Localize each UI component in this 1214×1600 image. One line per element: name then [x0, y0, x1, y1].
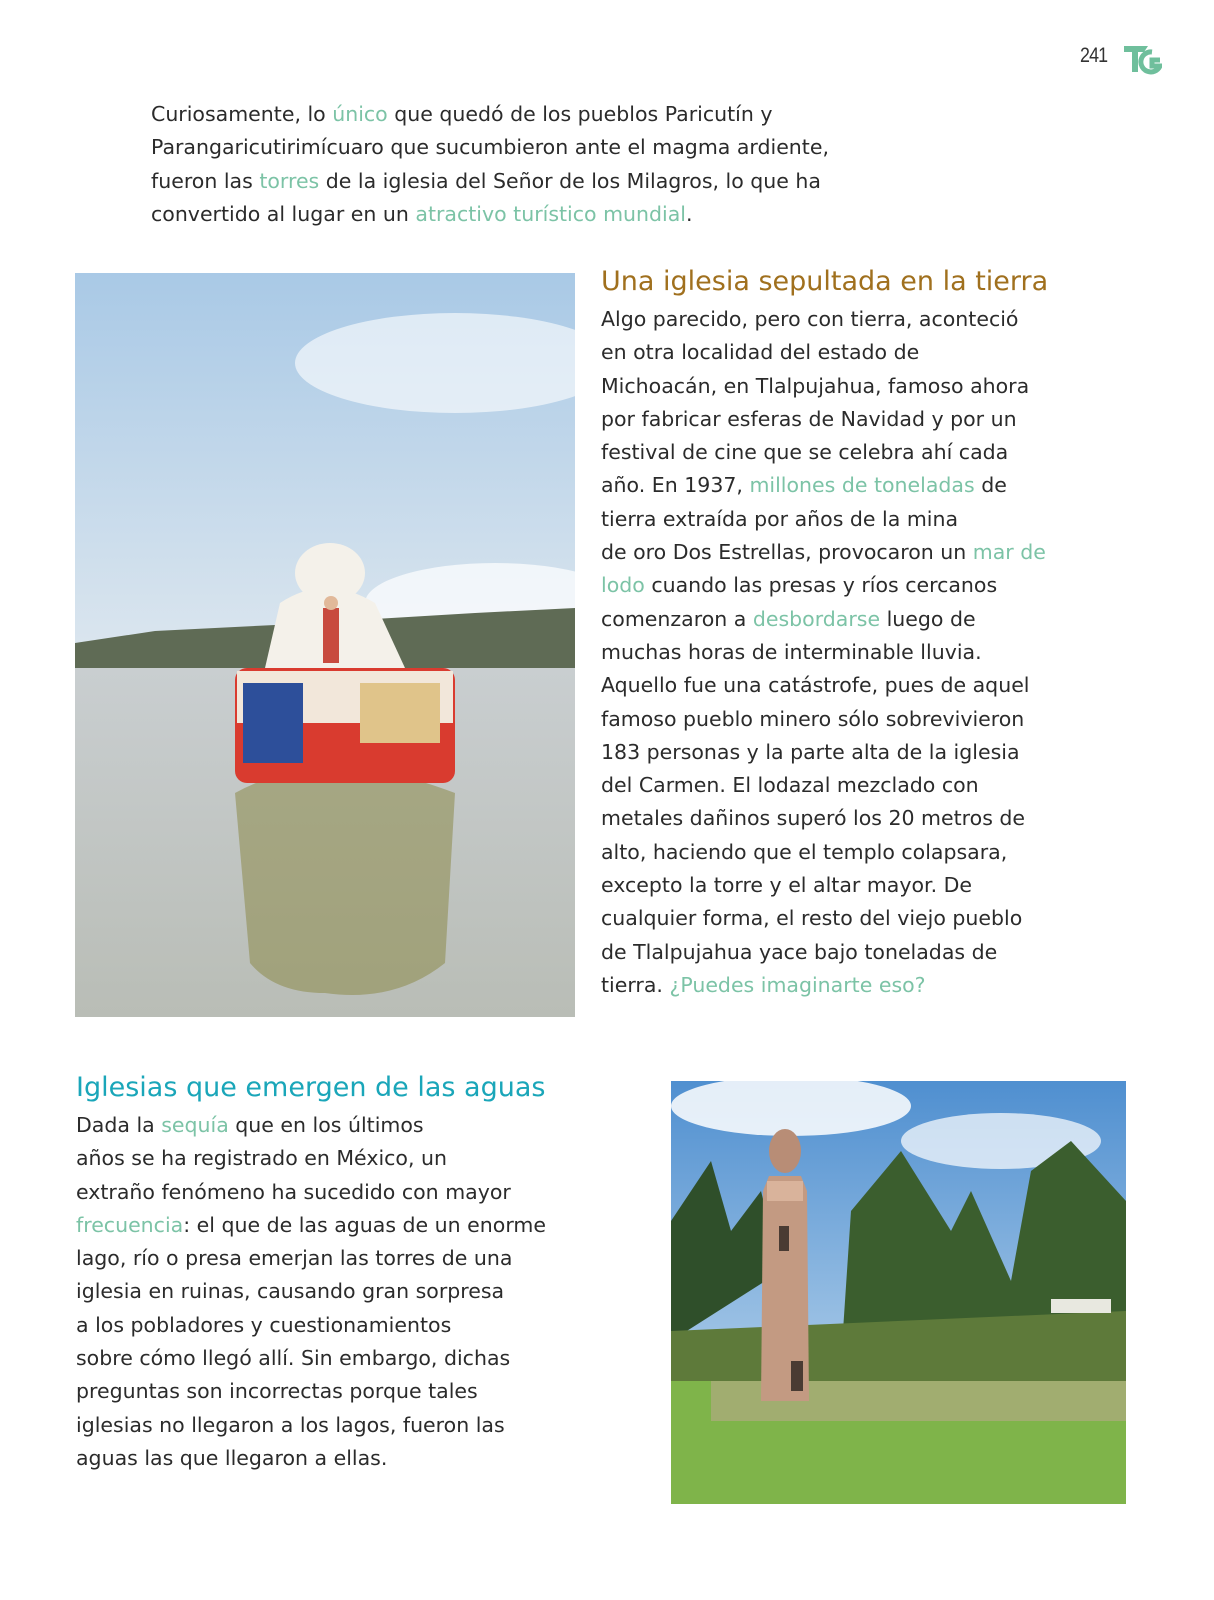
- text-segment: de: [974, 473, 1007, 498]
- text-line: [601, 736, 1046, 769]
- text-line: [76, 1309, 546, 1342]
- text-line: [601, 469, 1046, 502]
- text-segment: Parangaricutirimícuaro que sucumbieron ante el magma ardiente,: [151, 135, 829, 160]
- text-segment: .: [686, 201, 693, 226]
- text-segment: a los pobladores y cuestionamientos: [76, 1312, 452, 1337]
- text-line: [601, 703, 1046, 736]
- publisher-logo-icon: [1122, 42, 1162, 76]
- text-segment: aguas las que llegaron a ellas.: [76, 1445, 388, 1470]
- text-line: [601, 569, 1046, 602]
- text-segment: tierra.: [601, 972, 670, 997]
- highlighted-term: sequía: [161, 1113, 229, 1137]
- section-text-buried-church: [601, 303, 1046, 1002]
- text-segment: Michoacán, en Tlalpujahua, famoso ahora: [601, 373, 1030, 398]
- text-line: [76, 1409, 546, 1442]
- text-segment: extraño fenómeno ha sucedido con mayor: [76, 1179, 511, 1204]
- text-segment: que quedó de los pueblos Paricutín y: [387, 102, 773, 126]
- text-segment: festival de cine que se celebra ahí cada: [601, 440, 1009, 465]
- text-segment: 183 personas y la parte alta de la iglesia: [601, 739, 1020, 764]
- text-segment: Curiosamente, lo: [151, 102, 333, 126]
- highlighted-term: torres: [259, 168, 320, 193]
- text-segment: metales dañinos superó los 20 metros de: [601, 806, 1026, 831]
- text-line: [76, 1275, 546, 1308]
- text-line: [601, 969, 1046, 1002]
- text-segment: Dada la: [76, 1113, 162, 1137]
- text-line: [601, 436, 1046, 469]
- text-segment: cuando las presas y ríos cercanos: [644, 573, 998, 598]
- text-segment: luego de: [880, 606, 976, 631]
- text-line: [151, 165, 829, 198]
- text-segment: de la iglesia del Señor de los Milagros, lo que ha: [319, 168, 821, 193]
- text-segment: tierra extraída por años de la mina: [601, 506, 959, 531]
- text-segment: iglesia en ruinas, causando gran sorpresa: [76, 1279, 505, 1304]
- text-segment: iglesias no llegaron a los lagos, fueron las: [76, 1412, 505, 1437]
- text-line: [601, 936, 1046, 969]
- highlighted-term: desbordarse: [752, 606, 881, 631]
- text-line: [601, 769, 1046, 802]
- highlighted-term: frecuencia: [76, 1212, 184, 1237]
- text-segment: años se ha registrado en México, un: [76, 1146, 447, 1171]
- text-line: [76, 1176, 546, 1209]
- highlighted-term: lodo: [601, 573, 645, 598]
- text-line: [601, 636, 1046, 669]
- page-number: 241: [1080, 44, 1108, 67]
- text-segment: preguntas son incorrectas porque tales: [76, 1379, 478, 1404]
- text-line: [601, 503, 1046, 536]
- text-line: [76, 1375, 546, 1408]
- text-segment: excepto la torre y el altar mayor. De: [601, 873, 973, 898]
- text-line: [76, 1142, 546, 1175]
- text-segment: sobre cómo llegó allí. Sin embargo, dichas: [76, 1346, 511, 1371]
- text-segment: del Carmen. El lodazal mezclado con: [601, 773, 979, 798]
- lake-shrine-photo: [75, 273, 575, 1017]
- text-line: [76, 1242, 546, 1275]
- text-line: [76, 1109, 546, 1142]
- section-heading-emerging-churches: Iglesias que emergen de las aguas: [76, 1072, 546, 1103]
- highlighted-term: mar de: [972, 540, 1046, 565]
- text-line: [76, 1342, 546, 1375]
- highlighted-term: atractivo turístico mundial: [415, 201, 686, 226]
- text-line: [601, 603, 1046, 636]
- text-segment: cualquier forma, el resto del viejo pueblo: [601, 906, 1023, 931]
- text-line: [601, 836, 1046, 869]
- text-line: [601, 869, 1046, 902]
- text-segment: fueron las: [151, 168, 260, 193]
- text-segment: de oro Dos Estrellas, provocaron un: [601, 540, 973, 565]
- text-segment: convertido al lugar en un: [151, 201, 416, 226]
- text-segment: comenzaron a: [601, 606, 753, 631]
- text-line: [151, 198, 829, 231]
- text-segment: de Tlalpujahua yace bajo toneladas de: [601, 939, 998, 964]
- ruined-tower-photo: [671, 1081, 1126, 1504]
- intro-paragraph: [151, 98, 829, 231]
- text-line: [151, 98, 829, 131]
- text-line: [601, 303, 1046, 336]
- text-line: [151, 131, 829, 164]
- text-segment: : el que de las aguas de un enorme: [183, 1212, 546, 1237]
- text-segment: por fabricar esferas de Navidad y por un: [601, 406, 1017, 431]
- text-line: [601, 669, 1046, 702]
- section-text-emerging-churches: [76, 1109, 546, 1475]
- text-segment: Algo parecido, pero con tierra, aconteció: [601, 307, 1019, 331]
- text-segment: lago, río o presa emerjan las torres de una: [76, 1246, 513, 1271]
- highlighted-term: millones de toneladas: [749, 473, 975, 498]
- highlighted-term: único: [332, 102, 388, 126]
- text-segment: en otra localidad del estado de: [601, 340, 920, 365]
- text-line: [76, 1442, 546, 1475]
- text-segment: famoso pueblo minero sólo sobrevivieron: [601, 706, 1025, 731]
- text-line: [601, 403, 1046, 436]
- text-segment: Aquello fue una catástrofe, pues de aquel: [601, 673, 1030, 698]
- text-line: [601, 802, 1046, 835]
- highlighted-term: ¿Puedes imaginarte eso?: [669, 972, 926, 997]
- section-heading-buried-church: Una iglesia sepultada en la tierra: [601, 266, 1049, 297]
- text-line: [601, 370, 1046, 403]
- text-line: [76, 1209, 546, 1242]
- text-line: [601, 536, 1046, 569]
- text-segment: alto, haciendo que el templo colapsara,: [601, 839, 1008, 864]
- text-line: [601, 336, 1046, 369]
- text-segment: que en los últimos: [228, 1113, 424, 1137]
- text-segment: año. En 1937,: [601, 473, 750, 498]
- text-line: [601, 902, 1046, 935]
- text-segment: muchas horas de interminable lluvia.: [601, 639, 982, 664]
